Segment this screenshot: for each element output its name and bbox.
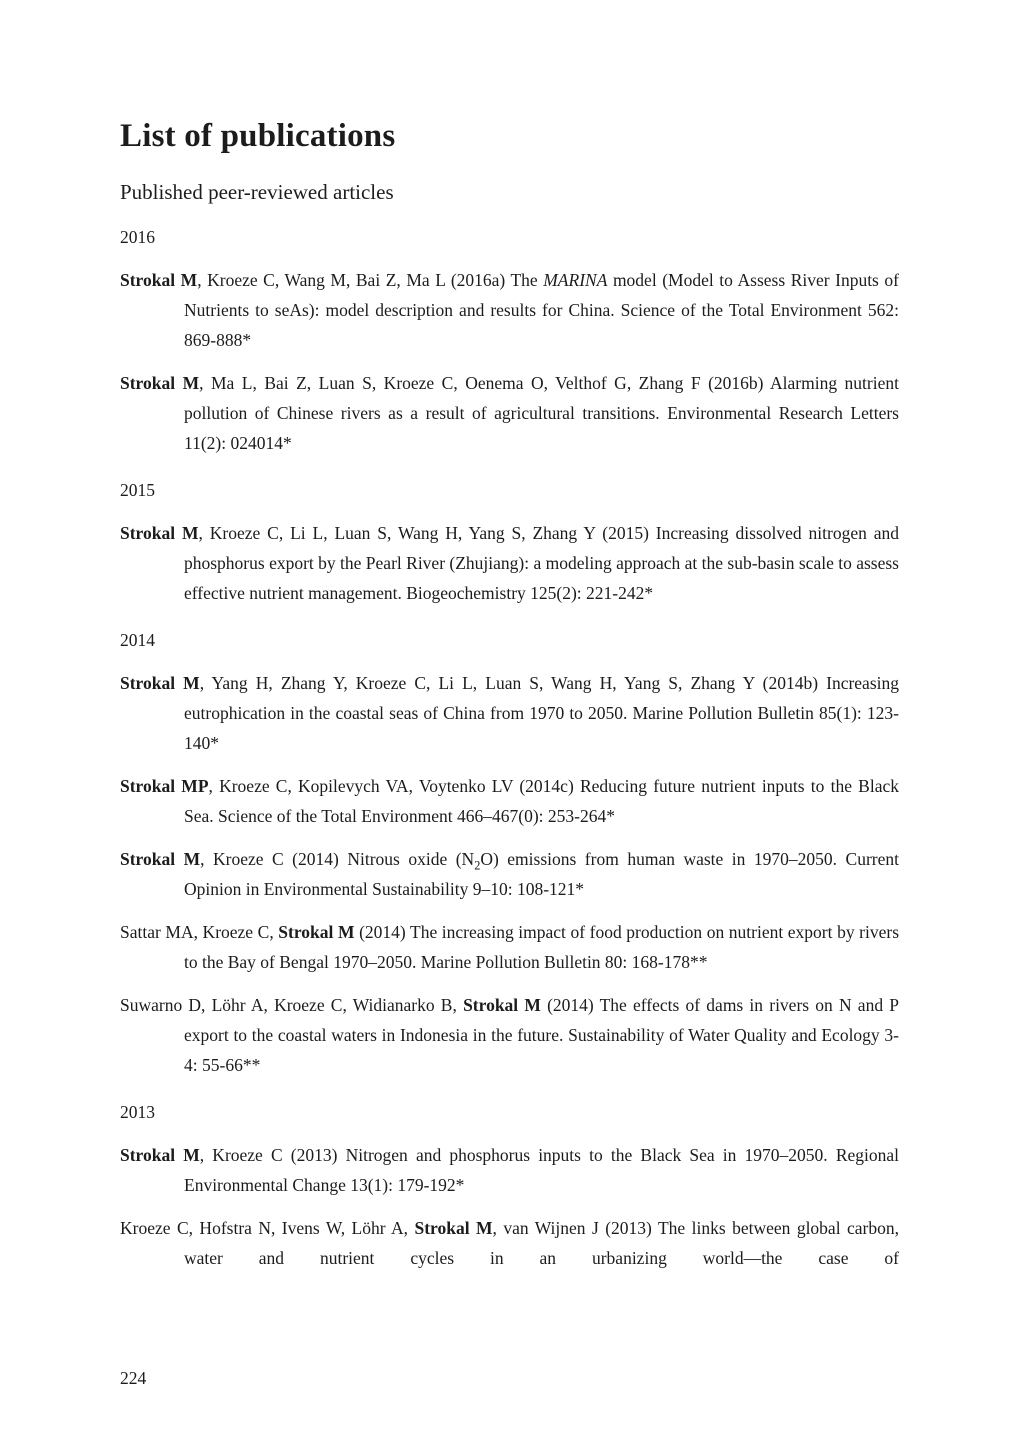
entry-text-segment: (2014) The effects of dams in rivers on N and P export to the coastal waters in Indonesia in the future. Sustainability of Water Quality and Ecology 3-4: 55-66**	[184, 995, 900, 1076]
publication-entry	[120, 917, 899, 977]
entry-text-segment: Strokal M	[120, 849, 201, 870]
entry-text-segment: Strokal M	[278, 922, 355, 943]
publication-entry	[120, 771, 899, 831]
entry-text-segment: MARINA	[543, 270, 608, 291]
entry-text-segment: , Ma L, Bai Z, Luan S, Kroeze C, Oenema O, Velthof G, Zhang F (2016b) Alarming nutrient pollution of Chinese rivers as a result of agricultural transitions. Environmental Research Letters 11(2): 024014*	[184, 373, 899, 454]
entry-text-segment: Strokal M	[120, 373, 200, 394]
entry-text-segment: Strokal M	[120, 673, 200, 694]
entry-text-segment: 2	[474, 858, 481, 873]
year-heading: 2015	[120, 480, 155, 501]
year-heading: 2014	[120, 630, 155, 651]
entry-text-segment: (2014) The increasing impact of food production on nutrient export by rivers to the Bay of Bengal 1970–2050. Marine Pollution Bulletin 80: 168-178**	[184, 922, 899, 973]
entry-text-segment: Strokal M	[414, 1218, 493, 1239]
publication-entry	[120, 844, 899, 904]
entry-text-segment: Sattar MA, Kroeze C,	[120, 922, 279, 943]
entry-text-segment: Strokal M	[463, 995, 541, 1016]
entry-text-segment: Strokal MP	[120, 776, 209, 797]
page-number: 224	[120, 1368, 147, 1388]
publication-entry	[120, 265, 899, 355]
year-heading: 2013	[120, 1102, 155, 1123]
page-title: List of publications	[120, 118, 396, 154]
entry-text-segment: Suwarno D, Löhr A, Kroeze C, Widianarko B,	[120, 995, 464, 1016]
entry-text-segment: , Kroeze C, Kopilevych VA, Voytenko LV (2014c) Reducing future nutrient inputs to the Black Sea. Science of the Total Environment 466–467(0): 253-264*	[184, 776, 899, 827]
entry-text-segment: , Yang H, Zhang Y, Kroeze C, Li L, Luan S, Wang H, Yang S, Zhang Y (2014b) Increasing eutrophication in the coastal seas of China from 1970 to 2050. Marine Pollution Bulletin 85(1): 123-140*	[184, 673, 899, 754]
entry-text-segment: , van Wijnen J (2013) The links between global carbon, water and nutrient cycles in an urbanizing world—the case of	[184, 1218, 899, 1269]
publication-list	[120, 222, 899, 1273]
entry-text-segment: Strokal M	[120, 270, 198, 291]
year-heading: 2016	[120, 227, 155, 248]
publication-entry	[120, 368, 899, 458]
publication-entry	[120, 990, 899, 1080]
page-content	[120, 0, 899, 1273]
entry-text-segment: O) emissions from human waste in 1970–2050. Current Opinion in Environmental Sustainability 9–10: 108-121*	[184, 849, 899, 900]
entry-text-segment: , Kroeze C (2014) Nitrous oxide (N	[200, 849, 475, 870]
publication-entry	[120, 518, 899, 608]
publication-entry	[120, 1213, 899, 1273]
entry-text-segment: , Kroeze C, Wang M, Bai Z, Ma L (2016a) The	[197, 270, 544, 291]
entry-text-segment: , Kroeze C (2013) Nitrogen and phosphorus inputs to the Black Sea in 1970–2050. Regional Environmental Change 13(1): 179-192*	[184, 1145, 899, 1196]
entry-text-segment: model (Model to Assess River Inputs of Nutrients to seAs): model description and results for China. Science of the Total Environment 562: 869-888*	[184, 270, 900, 351]
publication-entry	[120, 1140, 899, 1200]
entry-text-segment: Strokal M	[120, 523, 199, 544]
publication-entry	[120, 668, 899, 758]
entry-text-segment: Kroeze C, Hofstra N, Ivens W, Löhr A,	[120, 1218, 415, 1239]
page-subtitle: Published peer-reviewed articles	[120, 179, 394, 204]
entry-text-segment: Strokal M	[120, 1145, 200, 1166]
entry-text-segment: , Kroeze C, Li L, Luan S, Wang H, Yang S, Zhang Y (2015) Increasing dissolved nitrogen and phosphorus export by the Pearl River (Zhujiang): a modeling approach at the sub-basin scale to assess effective nutrient management. Biogeochemistry 125(2): 221-242*	[184, 523, 900, 604]
